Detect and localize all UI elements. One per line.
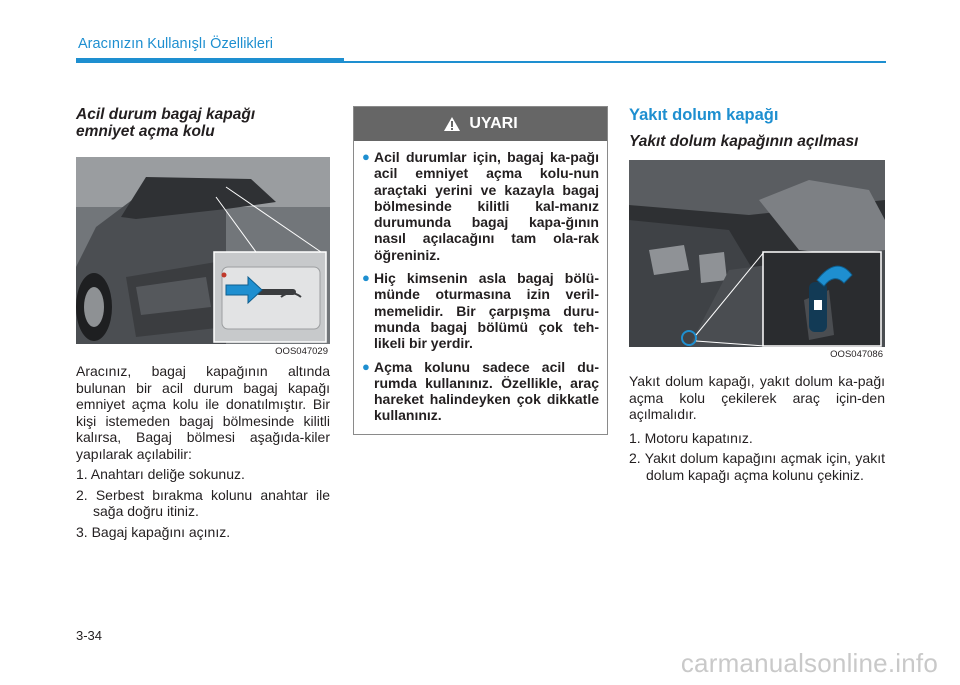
fuel-door-photo — [629, 160, 885, 361]
fuel-door-steps — [629, 430, 885, 484]
header-rule-thick — [76, 58, 344, 63]
trunk-release-paragraph: Aracınız, bagaj kapağının altında bulunan bir acil durum bagaj kapağı emniyet açma kolu ile donatılmıştır. Bir kişi istemeden bagaj bölmesinde kilitli kalırsa, Bagaj bölmesi aşağıda-kiler yapılarak açılabilir: — [76, 363, 330, 462]
list-item: 1. Anahtarı deliğe sokunuz. — [76, 466, 245, 482]
left-column — [76, 106, 330, 540]
warning-title: UYARI — [469, 115, 518, 132]
photo-code: OOS047086 — [830, 349, 883, 360]
warning-box — [353, 106, 608, 435]
list-item: 3. Bagaj kapağını açınız. — [76, 523, 231, 540]
bullet-icon: ● — [362, 358, 370, 374]
bullet-icon: ● — [362, 149, 370, 164]
warning-header — [354, 107, 607, 141]
chapter-title: Aracınızın Kullanışlı Özellikleri — [78, 36, 274, 52]
bullet-icon: ● — [362, 270, 370, 286]
trunk-release-steps — [76, 466, 330, 540]
header-rule-thin — [344, 61, 886, 63]
trunk-illustration — [76, 157, 330, 358]
page-number: 3-34 — [76, 628, 103, 643]
right-column — [629, 106, 885, 483]
list-item: 2. Yakıt dolum kapağını açmak için, yakıt dolum kapağı açma kolunu çekiniz. — [629, 450, 885, 483]
photo-code: OOS047029 — [275, 346, 328, 357]
list-item: 2. Serbest bırakma kolunu anahtar ile sağa doğru itiniz. — [76, 486, 330, 519]
fuel-door-paragraph: Yakıt dolum kapağı, yakıt dolum ka-pağı açma kolu çekilerek araç için-den açılmalıdır. — [629, 373, 885, 422]
watermark: carmanualsonline.info — [680, 648, 938, 678]
list-item: 1. Motoru kapatınız. — [629, 429, 753, 446]
warning-item: ● Hiç kimsenin asla bagaj bölü-münde oturmasına izin veril-memelidir. Bir çarpışma duru-munda bagaj bölümü çok teh-likeli bir yerdir. — [362, 270, 599, 352]
fuel-lever-illustration — [629, 160, 885, 361]
fuel-door-subtitle: Yakıt dolum kapağının açılması — [629, 133, 859, 150]
warning-item: ● Açma kolunu sadece acil du-rumda kullanınız. Özellikle, araç hareket halindeyken çok dikkatle kullanınız. — [362, 358, 599, 424]
fuel-door-title: Yakıt dolum kapağı — [629, 106, 779, 124]
warning-item: ● Acil durumlar için, bagaj ka-pağı acil emniyet açma kolu-nun araçtaki yerini ve kazayla bagaj bölmesinde kilitli kal-manız durumunda bagaj kapa-ğının nasıl açılacağını tam ola-rak öğreniniz. — [362, 149, 599, 263]
warning-triangle-icon — [443, 116, 461, 132]
trunk-release-photo — [76, 157, 330, 358]
emergency-release-title: Acil durum bagaj kapağı emniyet açma kolu — [76, 106, 256, 140]
